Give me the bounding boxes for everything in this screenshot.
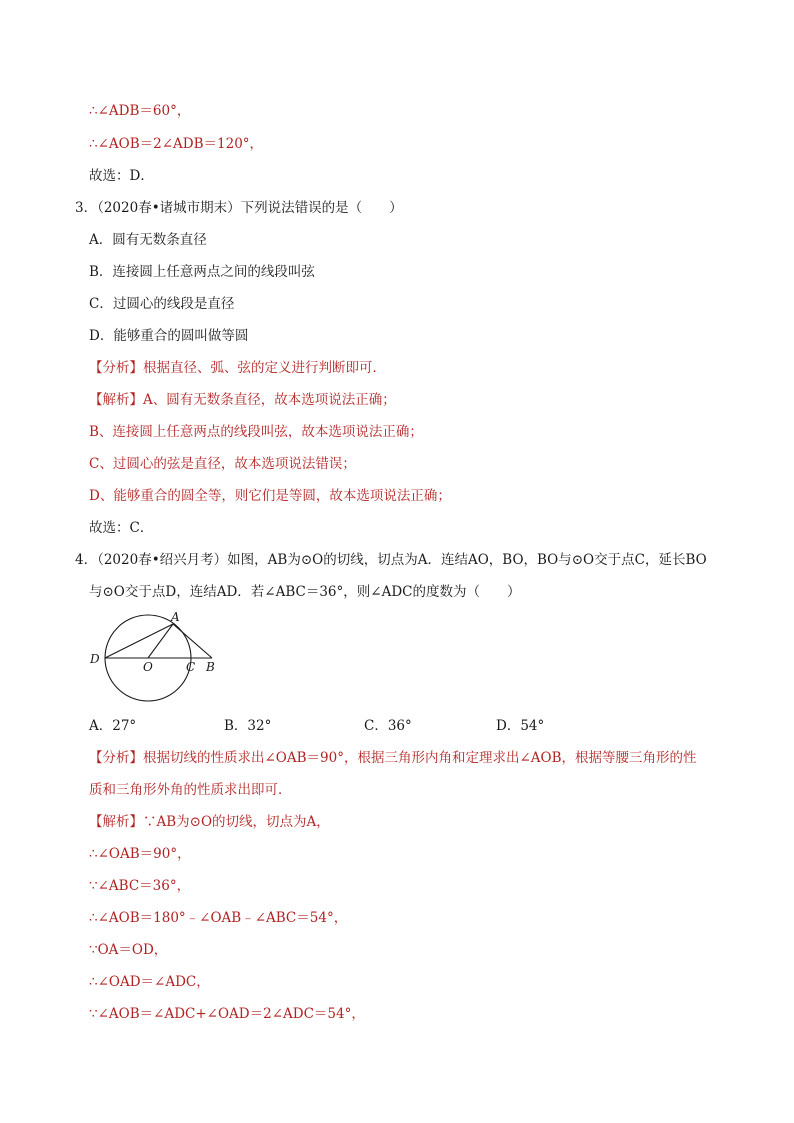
solution-step: ∴∠OAD＝∠ADC， [89, 974, 210, 990]
solution-step: ∴∠AOB＝2∠ADB＝120°， [89, 136, 264, 152]
solution-step: ∵OA＝OD， [89, 942, 168, 958]
question-4-analysis-cont: 质和三角形外角的性质求出即可． [89, 782, 292, 798]
solution-step: ∵∠ABC＝36°， [89, 878, 191, 894]
label-a: A [171, 610, 180, 624]
question-3-solution-d: D、能够重合的圆全等，则它们是等圆，故本选项说法正确； [89, 488, 451, 504]
question-3-analysis: 【分析】根据直径、弧、弦的定义进行判断即可． [89, 360, 386, 376]
solution-step: ∴∠AOB＝180°﹣∠OAB﹣∠ABC＝54°， [89, 910, 348, 926]
question-3-option-b: B．连接圆上任意两点之间的线段叫弦 [89, 264, 315, 280]
question-4-analysis: 【分析】根据切线的性质求出∠OAB＝90°，根据三角形内角和定理求出∠AOB，根据等腰三角形的性 [89, 750, 697, 766]
label-c: C [186, 660, 196, 674]
circle-tangent-figure [86, 608, 221, 703]
question-3-stem: 3．（2020春•诸城市期末）下列说法错误的是（ ） [75, 200, 403, 216]
question-4-option-d: D．54° [496, 718, 545, 734]
solution-step: ∴∠ADB＝60°， [89, 103, 191, 119]
line-ad [105, 624, 173, 658]
question-3-solution-b: B、连接圆上任意两点的线段叫弦，故本选项说法正确； [89, 424, 423, 440]
line-ab [173, 624, 212, 658]
question-4-option-a: A．27° [89, 718, 137, 734]
line-ao [148, 624, 173, 658]
question-3-solution-c: C、过圆心的弦是直径，故本选项说法错误； [89, 456, 356, 472]
solution-step: ∵∠AOB＝∠ADC+∠OAD＝2∠ADC＝54°， [89, 1006, 365, 1022]
question-4-stem-cont: 与⊙O交于点D，连结AD．若∠ABC＝36°，则∠ADC的度数为（ ） [89, 584, 521, 600]
label-d: D [90, 652, 100, 666]
label-b: B [206, 660, 215, 674]
question-4-stem: 4．（2020春•绍兴月考）如图，AB为⊙O的切线，切点为A．连结AO，BO，BO与⊙O交于点C，延长BO [75, 552, 707, 568]
question-3-answer: 故选：C． [89, 520, 154, 536]
question-3-solution: 【解析】A、圆有无数条直径，故本选项说法正确； [89, 392, 396, 408]
question-3-option-c: C．过圆心的线段是直径 [89, 296, 235, 312]
question-4-solution: 【解析】∵AB为⊙O的切线，切点为A， [89, 814, 330, 830]
question-4-option-b: B．32° [224, 718, 272, 734]
solution-step: ∴∠OAB＝90°， [89, 846, 191, 862]
question-4-option-c: C．36° [364, 718, 412, 734]
question-3-option-d: D．能够重合的圆叫做等圆 [89, 328, 249, 344]
label-o: O [143, 660, 153, 674]
answer-line: 故选：D． [89, 168, 154, 184]
question-3-option-a: A．圆有无数条直径 [89, 232, 207, 248]
